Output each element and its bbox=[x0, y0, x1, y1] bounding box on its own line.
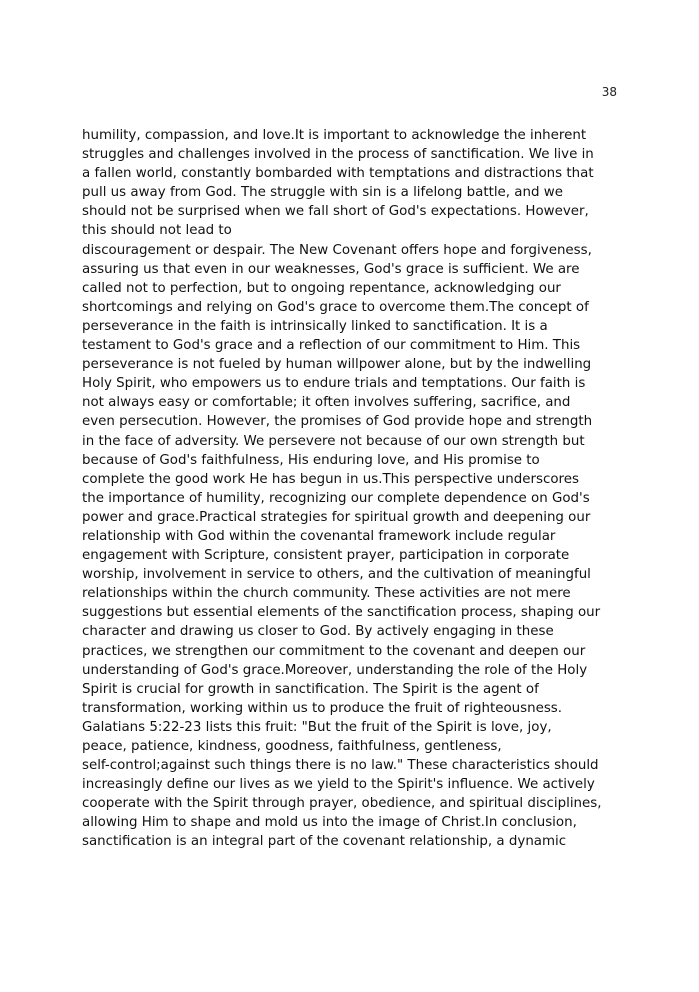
text-line: Spirit is crucial for growth in sanctification. The Spirit is the agent of bbox=[82, 681, 539, 697]
text-line: power and grace.Practical strategies for spiritual growth and deepening our bbox=[82, 509, 591, 525]
text-line: testament to God's grace and a reflection of our commitment to Him. This bbox=[82, 338, 581, 354]
text-line: complete the good work He has begun in us.This perspective underscores bbox=[82, 471, 579, 487]
text-line: struggles and challenges involved in the process of sanctification. We live in bbox=[82, 147, 594, 163]
text-line: humility, compassion, and love.It is important to acknowledge the inherent bbox=[82, 128, 587, 143]
text-line: pull us away from God. The struggle with sin is a lifelong battle, and we bbox=[82, 185, 563, 201]
text-line: should not be surprised when we fall short of God's expectations. However, bbox=[82, 204, 589, 220]
text-line: assuring us that even in our weaknesses, God's grace is sufficient. We are bbox=[82, 261, 580, 277]
text-line: even persecution. However, the promises of God provide hope and strength bbox=[82, 414, 593, 430]
text-line: shortcomings and relying on God's grace to overcome them.The concept of bbox=[82, 299, 589, 315]
text-line: perseverance is not fueled by human willpower alone, but by the indwelling bbox=[82, 357, 592, 373]
text-line: this should not lead to bbox=[82, 223, 232, 239]
text-line: relationships within the church community. These activities are not mere bbox=[82, 586, 571, 602]
text-line: suggestions but essential elements of the sanctification process, shaping our bbox=[82, 605, 601, 621]
text-line: understanding of God's grace.Moreover, understanding the role of the Holy bbox=[82, 662, 588, 678]
text-line: Galatians 5:22-23 lists this fruit: "But the fruit of the Spirit is love, joy, bbox=[82, 719, 552, 735]
body-text bbox=[82, 126, 622, 852]
page-number: 38 bbox=[601, 85, 617, 99]
text-line: self-control;against such things there is no law." These characteristics should bbox=[82, 758, 599, 774]
text-line: sanctification is an integral part of the covenant relationship, a dynamic bbox=[82, 834, 567, 850]
text-line: because of God's faithfulness, His enduring love, and His promise to bbox=[82, 452, 540, 468]
text-line: a fallen world, constantly bombarded with temptations and distractions that bbox=[82, 166, 594, 182]
text-line: not always easy or comfortable; it often involves suffering, sacrifice, and bbox=[82, 395, 571, 411]
text-line: allowing Him to shape and mold us into the image of Christ.In conclusion, bbox=[82, 815, 577, 831]
text-line: in the face of adversity. We persevere not because of our own strength but bbox=[82, 433, 585, 449]
text-line: called not to perfection, but to ongoing repentance, acknowledging our bbox=[82, 280, 561, 296]
text-line: the importance of humility, recognizing our complete dependence on God's bbox=[82, 490, 590, 506]
text-line: transformation, working within us to produce the fruit of righteousness. bbox=[82, 700, 563, 716]
text-line: discouragement or despair. The New Covenant offers hope and forgiveness, bbox=[82, 242, 592, 258]
text-line: increasingly define our lives as we yield to the Spirit's influence. We actively bbox=[82, 777, 595, 793]
text-line: engagement with Scripture, consistent prayer, participation in corporate bbox=[82, 548, 570, 564]
text-line: peace, patience, kindness, goodness, faithfulness, gentleness, bbox=[82, 739, 502, 754]
text-line: perseverance in the faith is intrinsically linked to sanctification. It is a bbox=[82, 318, 548, 334]
text-line: cooperate with the Spirit through prayer, obedience, and spiritual disciplines, bbox=[82, 796, 602, 812]
text-line: relationship with God within the covenantal framework include regular bbox=[82, 528, 556, 544]
text-line: character and drawing us closer to God. By actively engaging in these bbox=[82, 624, 554, 640]
text-line: Holy Spirit, who empowers us to endure trials and temptations. Our faith is bbox=[82, 376, 586, 392]
text-line: practices, we strengthen our commitment to the covenant and deepen our bbox=[82, 643, 586, 659]
text-line: worship, involvement in service to others, and the cultivation of meaningful bbox=[82, 567, 591, 583]
